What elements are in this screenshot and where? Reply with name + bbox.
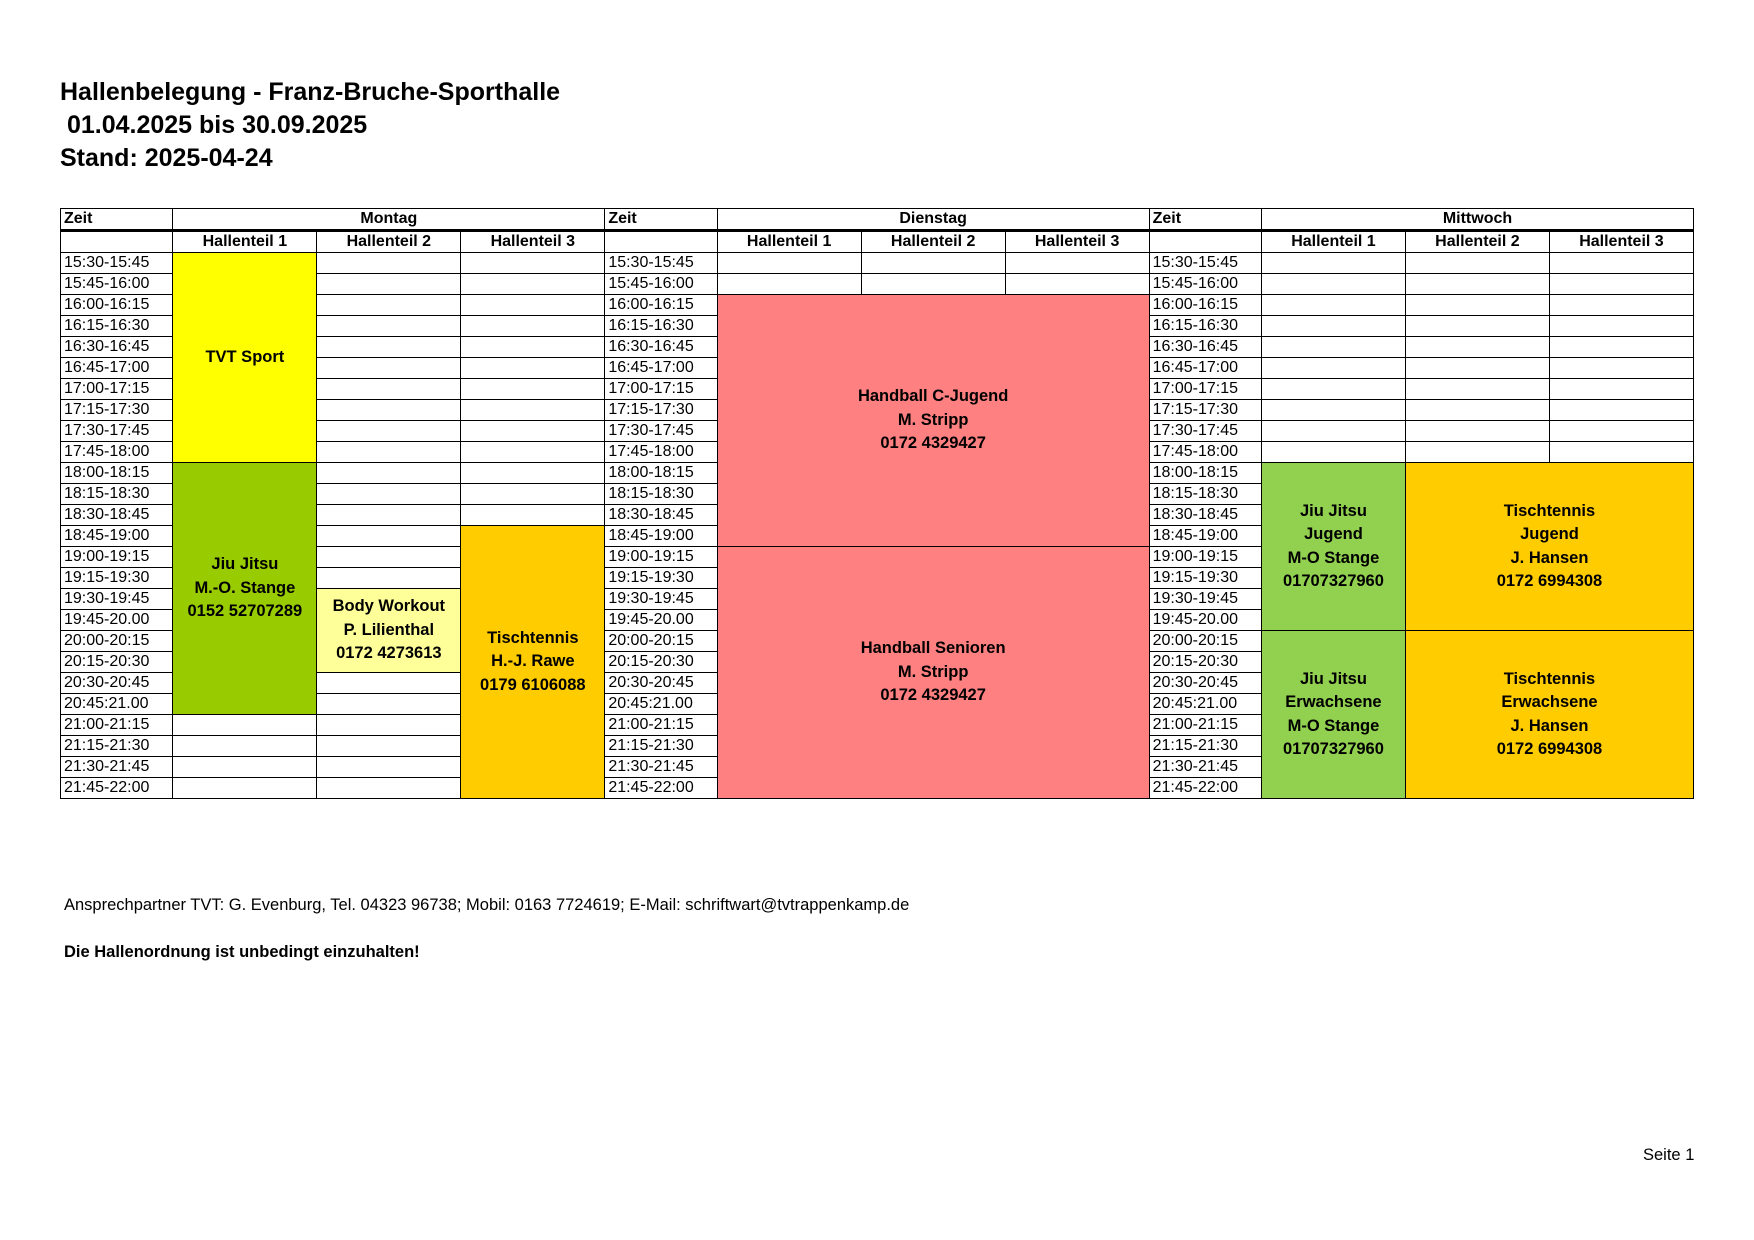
empty-slot xyxy=(1549,358,1693,379)
time-slot: 16:00-16:15 xyxy=(1149,295,1261,316)
time-slot: 21:30-21:45 xyxy=(605,757,717,778)
time-slot: 16:15-16:30 xyxy=(1149,316,1261,337)
time-slot: 21:00-21:15 xyxy=(1149,715,1261,736)
booking-block xyxy=(317,589,461,673)
empty-slot xyxy=(717,274,861,295)
zeit-header: Zeit xyxy=(1149,209,1261,231)
hall-header: Hallenteil 2 xyxy=(1405,231,1549,253)
time-slot: 15:45-16:00 xyxy=(61,274,173,295)
hall-header: Hallenteil 1 xyxy=(717,231,861,253)
time-slot: 15:30-15:45 xyxy=(605,253,717,274)
time-slot: 20:30-20:45 xyxy=(605,673,717,694)
empty-slot xyxy=(1261,316,1405,337)
empty-slot xyxy=(317,442,461,463)
time-slot: 18:00-18:15 xyxy=(1149,463,1261,484)
empty-slot xyxy=(317,778,461,799)
time-slot: 19:00-19:15 xyxy=(605,547,717,568)
time-slot: 21:45-22:00 xyxy=(1149,778,1261,799)
empty-slot xyxy=(1005,253,1149,274)
empty-slot xyxy=(317,736,461,757)
time-slot: 20:45:21.00 xyxy=(61,694,173,715)
booking-line: Jiu Jitsu xyxy=(211,555,279,574)
booking-line: 0179 6106088 xyxy=(480,675,586,694)
hall-header: Hallenteil 3 xyxy=(1549,231,1693,253)
time-slot: 21:15-21:30 xyxy=(1149,736,1261,757)
time-slot: 17:00-17:15 xyxy=(61,379,173,400)
time-slot: 17:30-17:45 xyxy=(605,421,717,442)
time-slot: 16:30-16:45 xyxy=(1149,337,1261,358)
time-slot: 20:15-20:30 xyxy=(605,652,717,673)
empty-slot xyxy=(461,400,605,421)
empty-slot xyxy=(317,715,461,736)
time-slot: 20:15-20:30 xyxy=(1149,652,1261,673)
time-slot: 19:45-20.00 xyxy=(605,610,717,631)
day-header: Dienstag xyxy=(717,209,1149,231)
booking-line: 0172 4329427 xyxy=(880,686,986,705)
empty-slot xyxy=(1549,400,1693,421)
empty-slot xyxy=(1261,337,1405,358)
time-slot: 21:45-22:00 xyxy=(61,778,173,799)
empty-slot xyxy=(317,757,461,778)
time-slot: 18:15-18:30 xyxy=(1149,484,1261,505)
document-period: 01.04.2025 bis 30.09.2025 xyxy=(60,111,368,139)
time-slot: 20:45:21.00 xyxy=(605,694,717,715)
time-slot: 20:15-20:30 xyxy=(61,652,173,673)
booking-block xyxy=(1405,463,1693,631)
empty-slot xyxy=(1261,253,1405,274)
booking-line: P. Lilienthal xyxy=(343,620,435,639)
time-slot: 20:00-20:15 xyxy=(61,631,173,652)
empty-slot xyxy=(317,379,461,400)
time-slot: 15:30-15:45 xyxy=(61,253,173,274)
day-header: Montag xyxy=(173,209,605,231)
empty-slot xyxy=(317,673,461,694)
time-slot: 15:45-16:00 xyxy=(1149,274,1261,295)
empty-slot xyxy=(173,757,317,778)
hall-header-row xyxy=(61,231,1694,253)
booking-block xyxy=(717,295,1149,547)
empty-slot xyxy=(1261,400,1405,421)
booking-line: Handball C-Jugend xyxy=(857,387,1009,406)
time-slot-row xyxy=(61,253,1694,274)
booking-block xyxy=(1261,463,1405,631)
time-slot: 17:15-17:30 xyxy=(605,400,717,421)
booking-line: Tischtennis xyxy=(1503,501,1596,520)
hall-header: Hallenteil 2 xyxy=(861,231,1005,253)
empty-slot xyxy=(317,316,461,337)
time-slot: 18:45-19:00 xyxy=(1149,526,1261,547)
booking-line: 0172 6994308 xyxy=(1496,740,1603,758)
time-slot: 20:30-20:45 xyxy=(61,673,173,694)
time-slot: 18:45-19:00 xyxy=(605,526,717,547)
empty-slot xyxy=(1261,379,1405,400)
time-slot: 17:30-17:45 xyxy=(61,421,173,442)
empty-slot xyxy=(317,484,461,505)
booking-line: 0172 6994308 xyxy=(1496,572,1603,590)
empty-slot xyxy=(1261,442,1405,463)
time-slot: 16:30-16:45 xyxy=(605,337,717,358)
booking-line: M-O Stange xyxy=(1287,716,1380,735)
empty-slot xyxy=(717,253,861,274)
booking-line: Tischtennis xyxy=(487,628,579,647)
hall-header: Hallenteil 1 xyxy=(1261,231,1405,253)
day-header-row xyxy=(61,209,1694,231)
document-title: Hallenbelegung - Franz-Bruche-Sporthalle xyxy=(60,78,561,106)
empty-slot xyxy=(317,253,461,274)
time-slot: 16:15-16:30 xyxy=(61,316,173,337)
empty-slot xyxy=(1549,274,1693,295)
empty-slot xyxy=(1549,421,1693,442)
empty-slot xyxy=(317,547,461,568)
empty-slot xyxy=(461,316,605,337)
time-slot: 17:30-17:45 xyxy=(1149,421,1261,442)
time-slot: 18:15-18:30 xyxy=(61,484,173,505)
booking-block xyxy=(1405,631,1693,799)
empty-slot xyxy=(461,295,605,316)
time-slot: 16:00-16:15 xyxy=(605,295,717,316)
time-slot: 19:15-19:30 xyxy=(1149,568,1261,589)
time-slot: 20:00-20:15 xyxy=(605,631,717,652)
time-slot: 18:30-18:45 xyxy=(605,505,717,526)
document-stand: Stand: 2025-04-24 xyxy=(60,144,273,172)
time-slot: 18:00-18:15 xyxy=(61,463,173,484)
empty-slot xyxy=(317,274,461,295)
booking-block xyxy=(461,526,605,799)
empty-slot xyxy=(1405,274,1549,295)
contact-line: Ansprechpartner TVT: G. Evenburg, Tel. 04323 96738; Mobil: 0163 7724619; E-Mail: schriftwart@tvtrappenkamp.de xyxy=(64,896,910,914)
booking-line: J. Hansen xyxy=(1510,716,1589,735)
empty-slot xyxy=(1405,379,1549,400)
booking-line: Jugend xyxy=(1520,525,1579,543)
zeit-subheader-empty xyxy=(605,231,717,253)
booking-line: M. Stripp xyxy=(897,662,969,681)
booking-block xyxy=(173,253,317,463)
time-slot: 16:45-17:00 xyxy=(61,358,173,379)
booking-line: Erwachsene xyxy=(1285,693,1382,711)
empty-slot xyxy=(317,526,461,547)
booking-line: M.-O. Stange xyxy=(194,578,296,597)
zeit-subheader-empty xyxy=(1149,231,1261,253)
hall-header: Hallenteil 2 xyxy=(317,231,461,253)
booking-line: Handball Senioren xyxy=(860,639,1006,658)
booking-line: Jugend xyxy=(1304,525,1363,543)
booking-line: Erwachsene xyxy=(1501,693,1598,711)
time-slot: 21:30-21:45 xyxy=(1149,757,1261,778)
time-slot: 17:00-17:15 xyxy=(605,379,717,400)
empty-slot xyxy=(317,505,461,526)
time-slot: 19:45-20.00 xyxy=(1149,610,1261,631)
empty-slot xyxy=(317,421,461,442)
empty-slot xyxy=(317,694,461,715)
empty-slot xyxy=(317,337,461,358)
page-number: Seite 1 xyxy=(1643,1146,1695,1164)
empty-slot xyxy=(1549,379,1693,400)
empty-slot xyxy=(1405,316,1549,337)
empty-slot xyxy=(1549,337,1693,358)
empty-slot xyxy=(1405,295,1549,316)
time-slot: 16:00-16:15 xyxy=(61,295,173,316)
time-slot: 18:45-19:00 xyxy=(61,526,173,547)
empty-slot xyxy=(861,253,1005,274)
hall-header: Hallenteil 3 xyxy=(461,231,605,253)
booking-line: M-O Stange xyxy=(1287,548,1380,567)
time-slot: 21:15-21:30 xyxy=(605,736,717,757)
empty-slot xyxy=(461,484,605,505)
time-slot: 15:45-16:00 xyxy=(605,274,717,295)
time-slot: 16:15-16:30 xyxy=(605,316,717,337)
empty-slot xyxy=(317,295,461,316)
empty-slot xyxy=(173,715,317,736)
time-slot: 19:15-19:30 xyxy=(605,568,717,589)
booking-line: Body Workout xyxy=(332,597,446,616)
booking-line: H.-J. Rawe xyxy=(491,652,575,671)
empty-slot xyxy=(461,442,605,463)
time-slot: 21:00-21:15 xyxy=(61,715,173,736)
empty-slot xyxy=(1261,421,1405,442)
booking-line: 01707327960 xyxy=(1282,740,1384,758)
booking-line: Tischtennis xyxy=(1503,669,1596,688)
time-slot: 20:45:21.00 xyxy=(1149,694,1261,715)
booking-line: Jiu Jitsu xyxy=(1299,669,1367,688)
time-slot: 15:30-15:45 xyxy=(1149,253,1261,274)
zeit-header: Zeit xyxy=(61,209,173,231)
empty-slot xyxy=(317,463,461,484)
hall-header: Hallenteil 3 xyxy=(1005,231,1149,253)
time-slot: 18:00-18:15 xyxy=(605,463,717,484)
time-slot: 19:15-19:30 xyxy=(61,568,173,589)
time-slot: 19:30-19:45 xyxy=(61,589,173,610)
empty-slot xyxy=(317,358,461,379)
time-slot: 16:45-17:00 xyxy=(1149,358,1261,379)
booking-line: J. Hansen xyxy=(1510,548,1589,567)
empty-slot xyxy=(1405,253,1549,274)
empty-slot xyxy=(461,379,605,400)
empty-slot xyxy=(1549,253,1693,274)
empty-slot xyxy=(461,463,605,484)
empty-slot xyxy=(1405,442,1549,463)
empty-slot xyxy=(317,400,461,421)
empty-slot xyxy=(1005,274,1149,295)
zeit-header: Zeit xyxy=(605,209,717,231)
empty-slot xyxy=(1405,358,1549,379)
day-header: Mittwoch xyxy=(1261,209,1693,231)
time-slot: 19:30-19:45 xyxy=(1149,589,1261,610)
empty-slot xyxy=(1549,295,1693,316)
time-slot: 17:45-18:00 xyxy=(605,442,717,463)
booking-block xyxy=(717,547,1149,799)
empty-slot xyxy=(173,736,317,757)
booking-line: Jiu Jitsu xyxy=(1299,501,1367,520)
time-slot: 19:00-19:15 xyxy=(61,547,173,568)
document-header xyxy=(60,76,560,175)
booking-block xyxy=(173,463,317,715)
hall-header: Hallenteil 1 xyxy=(173,231,317,253)
time-slot: 19:30-19:45 xyxy=(605,589,717,610)
time-slot: 17:00-17:15 xyxy=(1149,379,1261,400)
booking-block xyxy=(1261,631,1405,799)
empty-slot xyxy=(1549,316,1693,337)
time-slot: 17:15-17:30 xyxy=(1149,400,1261,421)
empty-slot xyxy=(1405,337,1549,358)
time-slot: 18:15-18:30 xyxy=(605,484,717,505)
empty-slot xyxy=(1261,274,1405,295)
empty-slot xyxy=(1405,400,1549,421)
booking-line: M. Stripp xyxy=(897,410,969,429)
booking-line: 01707327960 xyxy=(1282,572,1384,590)
empty-slot xyxy=(1261,295,1405,316)
empty-slot xyxy=(461,253,605,274)
time-slot: 20:30-20:45 xyxy=(1149,673,1261,694)
empty-slot xyxy=(461,274,605,295)
empty-slot xyxy=(317,568,461,589)
time-slot: 18:30-18:45 xyxy=(61,505,173,526)
empty-slot xyxy=(1549,442,1693,463)
time-slot: 19:45-20.00 xyxy=(61,610,173,631)
empty-slot xyxy=(461,337,605,358)
time-slot: 20:00-20:15 xyxy=(1149,631,1261,652)
empty-slot xyxy=(461,421,605,442)
booking-line: TVT Sport xyxy=(205,347,285,366)
empty-slot xyxy=(861,274,1005,295)
booking-line: 0172 4329427 xyxy=(880,434,986,453)
time-slot: 21:00-21:15 xyxy=(605,715,717,736)
schedule-table xyxy=(60,208,1694,799)
hall-rules-notice: Die Hallenordnung ist unbedingt einzuhalten! xyxy=(64,943,420,961)
time-slot: 21:30-21:45 xyxy=(61,757,173,778)
empty-slot xyxy=(461,505,605,526)
time-slot: 17:15-17:30 xyxy=(61,400,173,421)
empty-slot xyxy=(461,358,605,379)
empty-slot xyxy=(173,778,317,799)
time-slot: 21:45-22:00 xyxy=(605,778,717,799)
time-slot: 16:30-16:45 xyxy=(61,337,173,358)
time-slot: 19:00-19:15 xyxy=(1149,547,1261,568)
booking-line: 0152 52707289 xyxy=(187,602,303,621)
time-slot: 21:15-21:30 xyxy=(61,736,173,757)
booking-line: 0172 4273613 xyxy=(336,644,442,663)
time-slot: 16:45-17:00 xyxy=(605,358,717,379)
time-slot: 18:30-18:45 xyxy=(1149,505,1261,526)
empty-slot xyxy=(1261,358,1405,379)
time-slot: 17:45-18:00 xyxy=(1149,442,1261,463)
time-slot: 17:45-18:00 xyxy=(61,442,173,463)
zeit-subheader-empty xyxy=(61,231,173,253)
empty-slot xyxy=(1405,421,1549,442)
